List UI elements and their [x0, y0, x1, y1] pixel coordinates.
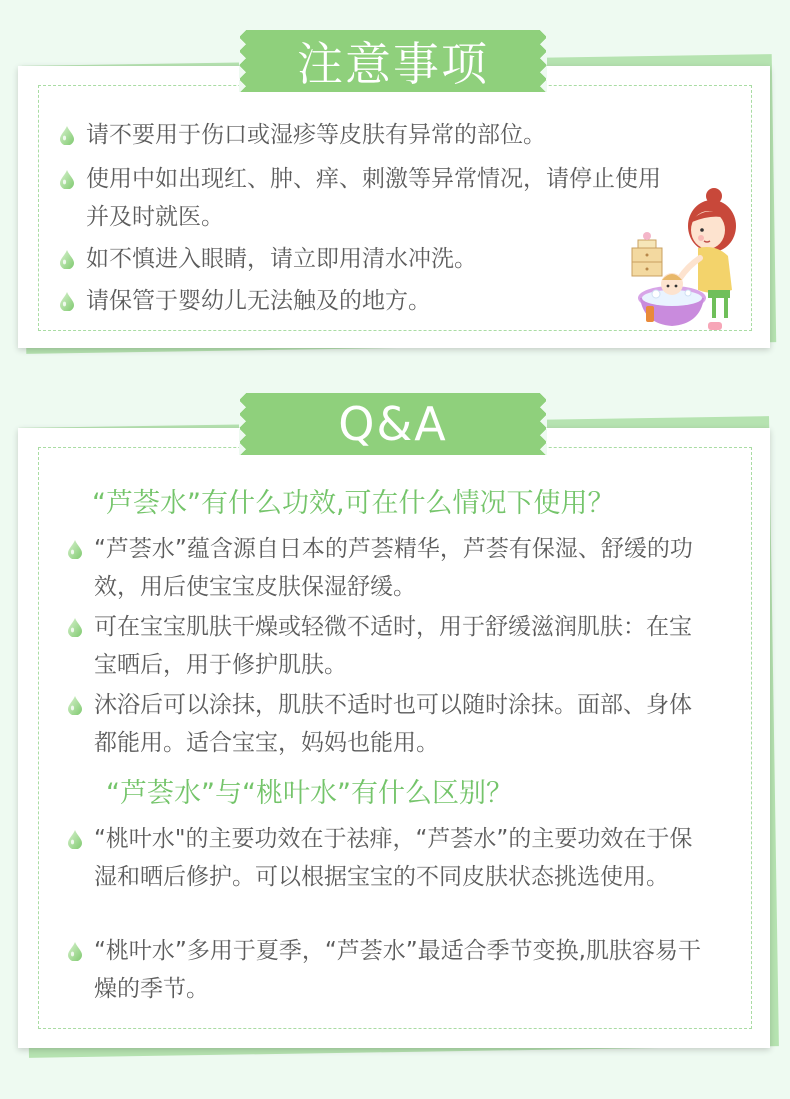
notice-item: 使用中如出现红、肿、痒、刺激等异常情况，请停止使用并及时就医。 — [60, 160, 680, 236]
answer-item: “芦荟水”蕴含源自日本的芦荟精华，芦荟有保湿、舒缓的功效，用后使宝宝皮肤保湿舒缓。 — [68, 530, 708, 606]
question-title: “芦荟水”与“桃叶水”有什么区别？ — [106, 778, 513, 809]
water-drop-icon — [60, 292, 74, 311]
water-drop-icon — [60, 250, 74, 269]
qa-title: Q&A — [338, 397, 448, 451]
water-drop-icon — [68, 830, 82, 849]
mother-bathing-baby-illustration — [628, 186, 748, 332]
answer-item: “桃叶水"的主要功效在于祛痱，“芦荟水”的主要功效在于保湿和晒后修护。可以根据宝宝的不同皮肤状态挑选使用。 — [68, 820, 708, 896]
notice-item: 请保管于婴幼儿无法触及的地方。 — [60, 282, 660, 320]
question-title: “芦荟水”有什么功效,可在什么情况下使用？ — [92, 488, 615, 519]
water-drop-icon — [68, 696, 82, 715]
answer-item: 沐浴后可以涂抹，肌肤不适时也可以随时涂抹。面部、身体都能用。适合宝宝，妈妈也能用。 — [68, 686, 708, 762]
answer-item: “桃叶水”多用于夏季，“芦荟水”最适合季节变换,肌肤容易干燥的季节。 — [68, 932, 708, 1008]
notice-title: 注意事项 — [297, 37, 489, 91]
notice-item: 如不慎进入眼睛，请立即用清水冲洗。 — [60, 240, 660, 278]
water-drop-icon — [68, 540, 82, 559]
water-drop-icon — [68, 618, 82, 637]
answer-item: 可在宝宝肌肤干燥或轻微不适时，用于舒缓滋润肌肤：在宝宝晒后，用于修护肌肤。 — [68, 608, 708, 684]
notice-title-banner — [240, 30, 546, 92]
water-drop-icon — [60, 170, 74, 189]
qa-title-banner — [240, 393, 546, 455]
water-drop-icon — [68, 942, 82, 961]
notice-item: 请不要用于伤口或湿疹等皮肤有异常的部位。 — [60, 116, 660, 154]
water-drop-icon — [60, 126, 74, 145]
